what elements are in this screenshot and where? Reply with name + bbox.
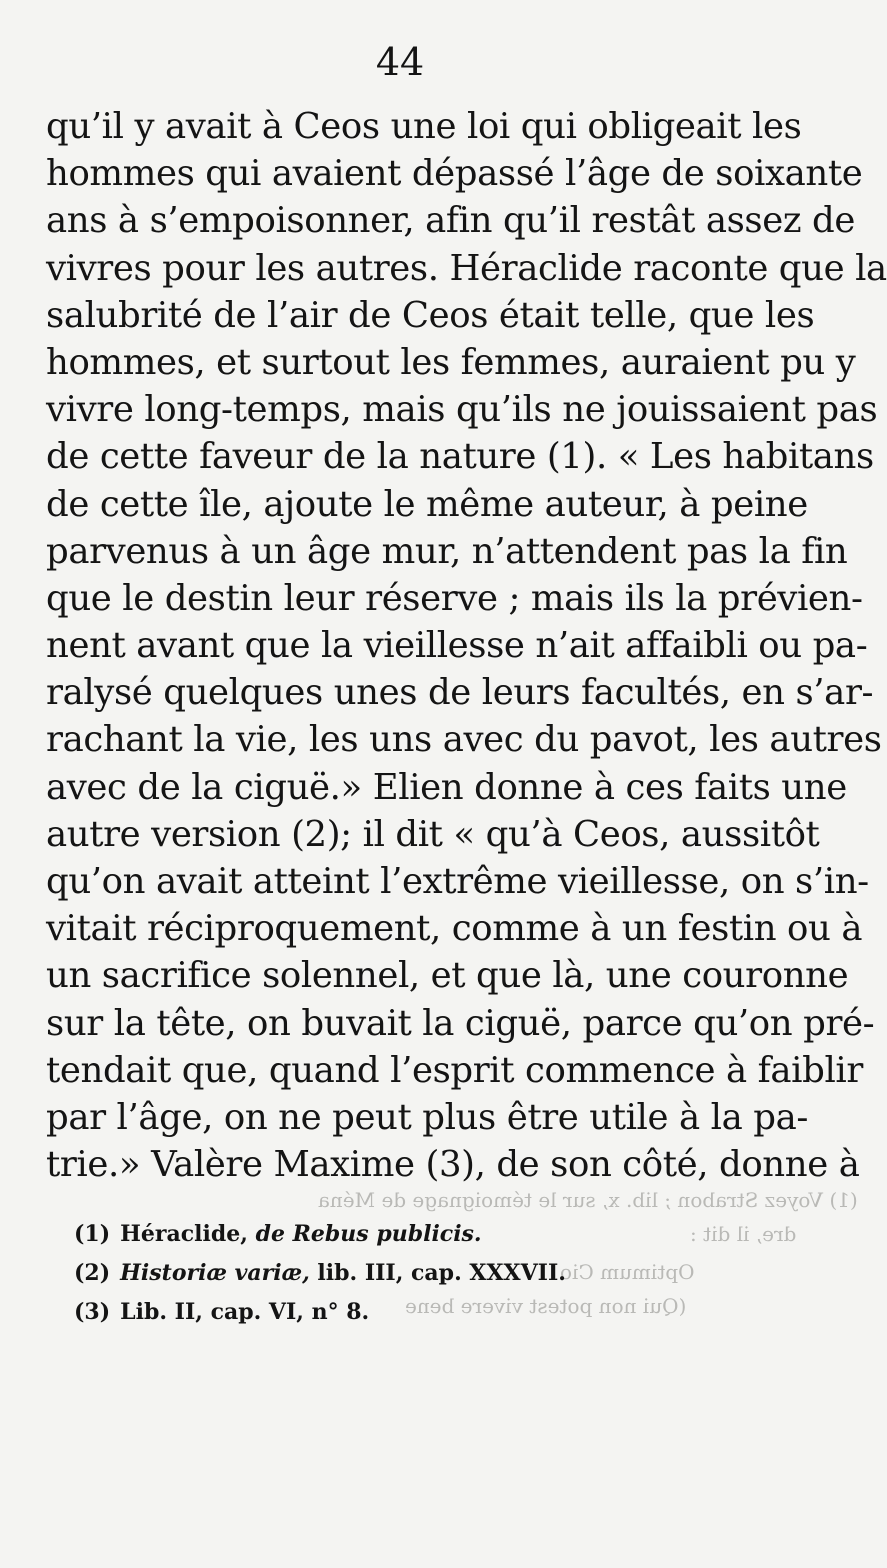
text-line: de cette faveur de la nature (1). « Les habitans (46, 436, 874, 478)
footnote-marker: (1) (74, 1221, 111, 1247)
page-number: 44 (375, 40, 425, 84)
bleed-through-text: (Qui non potest vivere bene (405, 1294, 687, 1318)
footnote-work-title: Historiæ variæ, (120, 1260, 310, 1286)
text-line: un sacrifice solennel, et que là, une couronne (46, 955, 849, 997)
footnote (74, 1293, 734, 1332)
text-line: nent avant que la vieillesse n’ait affaibli ou pa- (46, 625, 868, 667)
footnote (74, 1254, 734, 1293)
bleed-through-text: (1) Voyez Strabon ; lib. x, sur le témoignage de Ména (318, 1188, 858, 1212)
text-line: vivres pour les autres. Héraclide raconte que la (46, 247, 887, 289)
text-line: ans à s’empoisonner, afin qu’il restât assez de (46, 200, 855, 242)
footnote (74, 1215, 734, 1254)
footnote-marker: (2) (74, 1260, 111, 1286)
text-line: qu’il y avait à Ceos une loi qui obligeait les (46, 106, 802, 147)
text-line: avec de la ciguë.» Elien donne à ces faits une (46, 766, 847, 808)
text-line: par l’âge, on ne peut plus être utile à la pa- (46, 1096, 808, 1138)
text-line: vitait réciproquement, comme à un festin ou à (46, 908, 863, 950)
footnote-text: Héraclide, (120, 1221, 256, 1247)
text-line: de cette île, ajoute le même auteur, à peine (46, 483, 808, 525)
footnotes (74, 1215, 734, 1332)
footnote-text: Lib. II, cap. VI, n° 8. (120, 1299, 370, 1325)
text-line: rachant la vie, les uns avec du pavot, les autres (46, 719, 882, 761)
text-line: tendait que, quand l’esprit commence à faiblir (46, 1049, 863, 1091)
footnote-reference: lib. III, cap. XXXVII. (309, 1260, 566, 1286)
text-line: autre version (2); il dit « qu’à Ceos, aussitôt (46, 813, 820, 855)
text-line: hommes, et surtout les femmes, auraient pu y (46, 341, 856, 383)
footnote-work-title: de Rebus publicis. (255, 1221, 482, 1247)
body-text (46, 103, 887, 1188)
text-line: parvenus à un âge mur, n’attendent pas la fin (46, 530, 848, 572)
text-line: ralysé quelques unes de leurs facultés, en s’ar- (46, 672, 874, 714)
text-line: qu’on avait atteint l’extrême vieillesse, on s’in- (46, 861, 869, 902)
text-line: trie.» Valère Maxime (3), de son côté, donne à (46, 1144, 860, 1186)
text-line: salubrité de l’air de Ceos était telle, que les (46, 294, 815, 336)
text-line: hommes qui avaient dépassé l’âge de soixante (46, 153, 863, 195)
text-line: vivre long-temps, mais qu’ils ne jouissaient pas (46, 389, 878, 431)
bleed-through-text: Optimum Cio (560, 1260, 695, 1284)
text-line: que le destin leur réserve ; mais ils la prévien- (46, 577, 863, 619)
bleed-through-text: dre, il dit : (690, 1222, 797, 1246)
text-line: sur la tête, on buvait la ciguë, parce qu’on pré- (46, 1002, 875, 1044)
footnote-marker: (3) (74, 1299, 111, 1325)
